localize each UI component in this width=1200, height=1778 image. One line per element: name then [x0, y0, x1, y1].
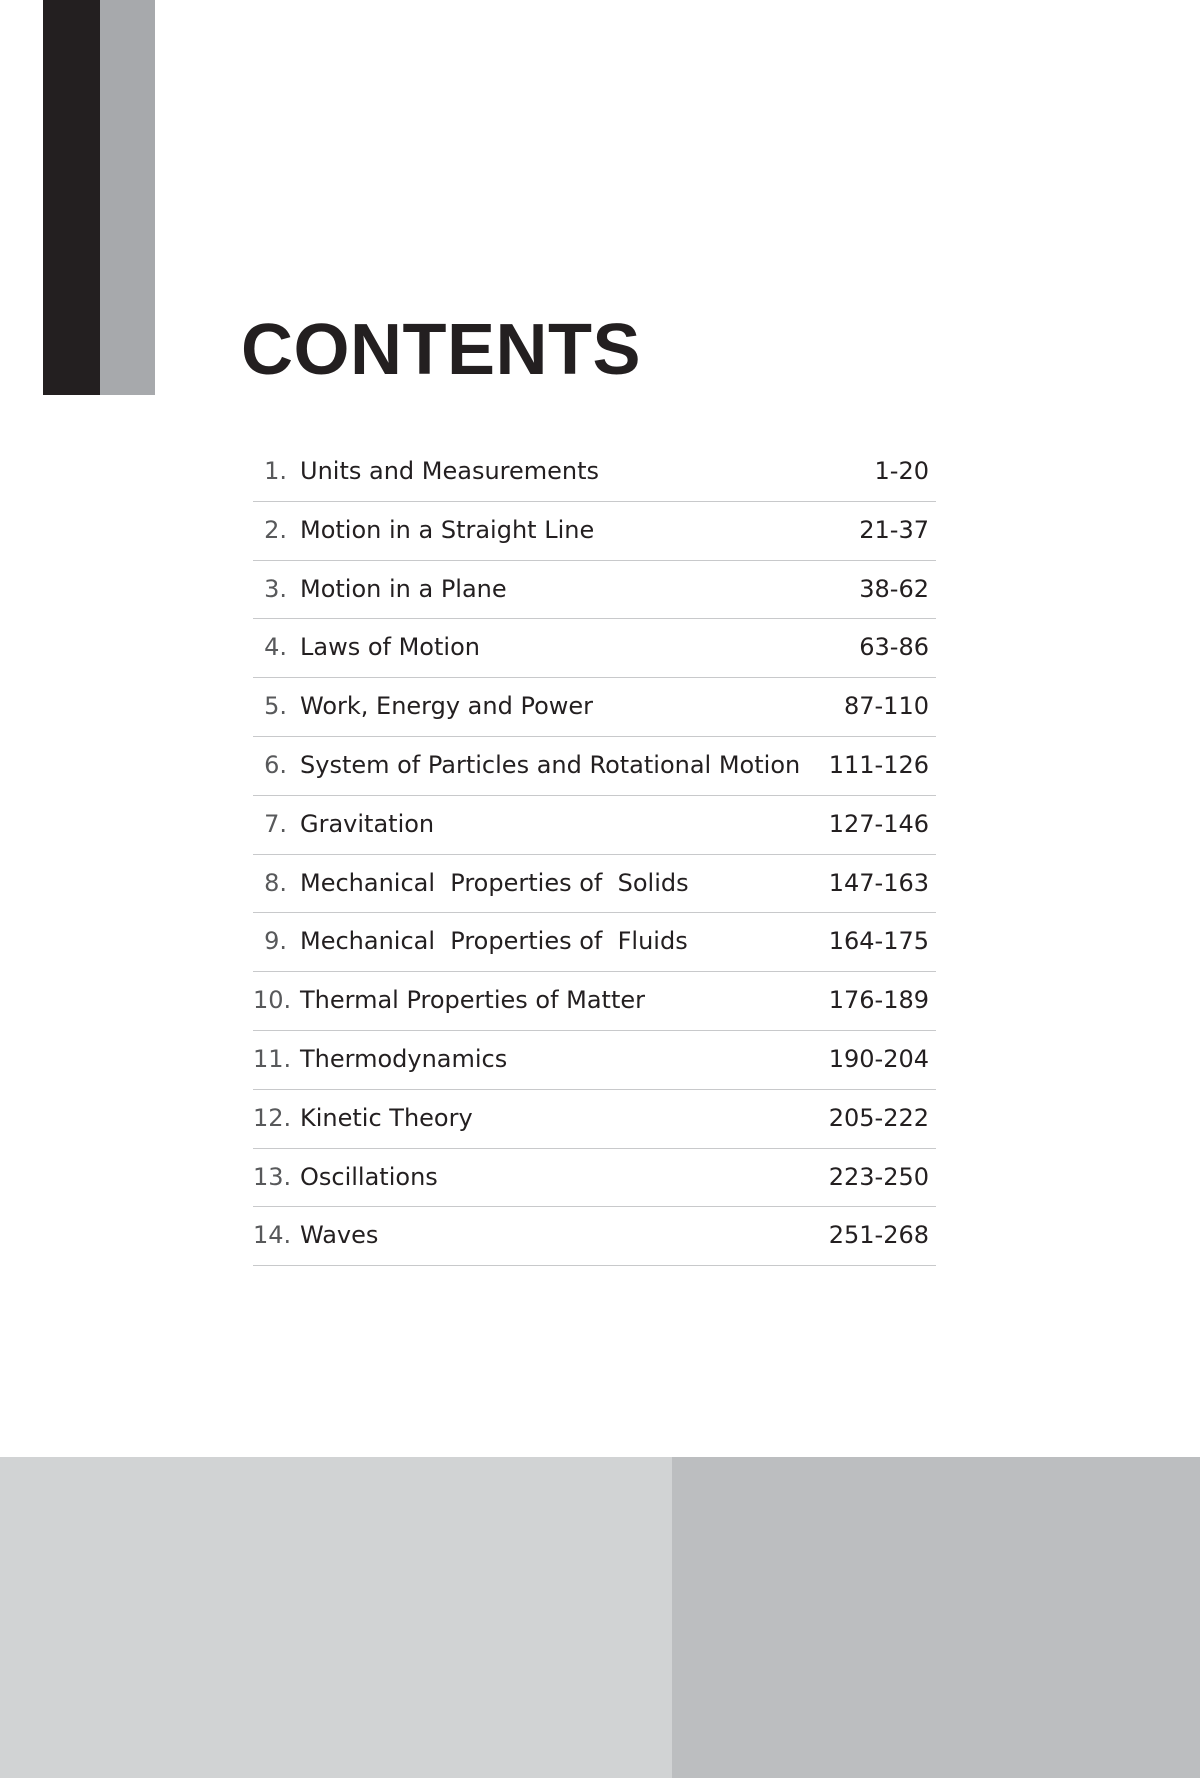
chapter-title: Gravitation — [300, 809, 435, 838]
chapter-pages: 147-163 — [828, 868, 929, 897]
toc-entry[interactable] — [253, 502, 936, 561]
chapter-number: 9. — [264, 927, 287, 956]
toc-entry[interactable] — [253, 1207, 936, 1266]
chapter-pages: 205-222 — [828, 1103, 929, 1132]
chapter-title: Units and Measurements — [300, 457, 600, 485]
chapter-pages: 38-62 — [859, 574, 929, 603]
chapter-pages: 190-204 — [828, 1044, 929, 1073]
chapter-number: 1. — [264, 457, 287, 485]
toc-entry[interactable] — [253, 855, 936, 914]
chapter-title: Kinetic Theory — [300, 1103, 473, 1132]
chapter-number: 5. — [264, 692, 287, 721]
chapter-pages: 251-268 — [828, 1221, 929, 1250]
chapter-number: 10. — [253, 986, 292, 1015]
chapter-title: Mechanical Properties of Fluids — [300, 927, 688, 956]
decorative-dark-bar — [43, 0, 100, 395]
chapter-number: 12. — [253, 1103, 292, 1132]
chapter-number: 3. — [264, 574, 287, 603]
decorative-gray-bar — [100, 0, 155, 395]
toc-entry[interactable] — [253, 443, 936, 502]
chapter-pages: 21-37 — [859, 515, 929, 544]
chapter-number: 13. — [253, 1162, 292, 1191]
chapter-pages: 1-20 — [874, 457, 929, 485]
chapter-title: Laws of Motion — [300, 633, 480, 662]
chapter-title: Thermodynamics — [300, 1044, 508, 1073]
toc-entry[interactable] — [253, 1149, 936, 1208]
footer-band-right — [672, 1457, 1200, 1778]
toc-entry[interactable] — [253, 1090, 936, 1149]
chapter-pages: 176-189 — [828, 986, 929, 1015]
chapter-title: Oscillations — [300, 1162, 438, 1191]
chapter-title: Work, Energy and Power — [300, 692, 594, 721]
chapter-title: Motion in a Straight Line — [300, 515, 595, 544]
chapter-number: 11. — [253, 1044, 292, 1073]
chapter-pages: 87-110 — [843, 692, 929, 721]
chapter-pages: 223-250 — [828, 1162, 929, 1191]
footer-band-left — [0, 1457, 672, 1778]
chapter-number: 6. — [264, 750, 287, 779]
toc-entry[interactable] — [253, 678, 936, 737]
chapter-pages: 63-86 — [859, 633, 929, 662]
toc-entry[interactable] — [253, 737, 936, 796]
chapter-pages: 127-146 — [828, 809, 929, 838]
chapter-title: Motion in a Plane — [300, 574, 507, 603]
chapter-title: Waves — [300, 1221, 379, 1250]
toc-entry[interactable] — [253, 913, 936, 972]
toc-entry[interactable] — [253, 619, 936, 678]
chapter-number: 14. — [253, 1221, 292, 1250]
chapter-pages: 111-126 — [828, 750, 929, 779]
chapter-number: 2. — [264, 515, 287, 544]
page-title: CONTENTS — [241, 310, 641, 390]
chapter-pages: 164-175 — [828, 927, 929, 956]
chapter-title: System of Particles and Rotational Motion — [300, 750, 801, 779]
chapter-title: Mechanical Properties of Solids — [300, 868, 689, 897]
chapter-title: Thermal Properties of Matter — [300, 986, 646, 1015]
toc-entry[interactable] — [253, 796, 936, 855]
chapter-number: 8. — [264, 868, 287, 897]
toc-entry[interactable] — [253, 972, 936, 1031]
chapter-number: 4. — [264, 633, 287, 662]
table-of-contents — [253, 443, 936, 1266]
toc-entry[interactable] — [253, 1031, 936, 1090]
chapter-number: 7. — [264, 809, 287, 838]
toc-entry[interactable] — [253, 561, 936, 620]
